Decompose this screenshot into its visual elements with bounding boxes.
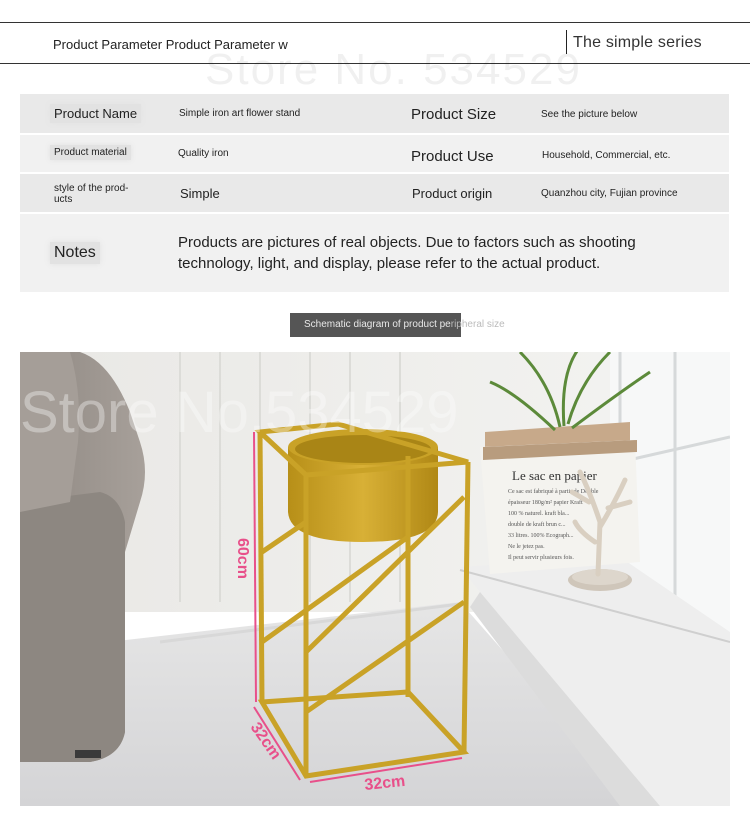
parameter-table	[20, 94, 729, 292]
bag-line: Ce sac est fabriqué à partir de Double	[508, 489, 599, 495]
label-product-material: Product material	[50, 145, 131, 160]
bag-title: Le sac en papier	[512, 468, 597, 483]
bag-line: 100 % naturel. kraft bla...	[508, 511, 570, 517]
label-notes: Notes	[50, 242, 100, 264]
bag-line: Ne le jetez pas.	[508, 544, 545, 550]
bag-line: Il peut servir plusieurs fois.	[508, 555, 574, 561]
product-photo	[20, 352, 730, 806]
value-notes-line1: Products are pictures of real objects. Due to factors such as shooting	[178, 234, 636, 251]
value-product-name: Simple iron art flower stand	[179, 108, 301, 119]
label-product-name: Product Name	[50, 104, 141, 123]
bag-line: épaisseur 180g/m² papier Kraft	[508, 500, 583, 506]
value-product-use-1: Household,	[542, 150, 593, 161]
label-product-style-line2: ucts	[54, 194, 73, 205]
photo-watermark: Store No.534529	[20, 380, 459, 445]
dimension-depth: 32cm	[246, 719, 285, 763]
schematic-diagram-label	[290, 313, 505, 337]
schematic-label-main: Schematic diagram of product pe	[304, 319, 451, 330]
value-product-use	[542, 150, 670, 161]
bag-line: double de kraft brun c...	[508, 522, 566, 528]
header-left-title: Product Parameter Product Parameter w	[53, 37, 288, 52]
param-row-material-use	[20, 135, 729, 172]
label-product-size: Product Size	[411, 106, 497, 123]
label-product-style-line1: style of the prod-	[54, 183, 129, 194]
value-notes-line2: technology, light, and display, please refer to the actual product.	[178, 255, 601, 272]
value-product-size: See the picture below	[541, 109, 638, 120]
dimension-height: 60cm	[234, 538, 251, 579]
label-product-use: Product Use	[411, 148, 494, 165]
param-row-notes	[20, 214, 729, 292]
label-product-style	[54, 183, 128, 205]
store-watermark: Store No. 534529	[205, 45, 582, 94]
param-row-style-origin	[20, 174, 729, 212]
product-photo-scene	[20, 352, 730, 806]
header-series-title: The simple series	[573, 34, 702, 51]
label-product-origin: Product origin	[412, 186, 493, 201]
bag-line: 33 litres. 100% Ecograph...	[508, 533, 574, 539]
param-row-name-size	[20, 94, 729, 133]
dimension-width: 32cm	[363, 772, 407, 794]
schematic-label-tail: ripheral size	[450, 319, 505, 330]
value-product-use-2: Commercial, etc.	[592, 150, 671, 161]
value-product-material: Quality iron	[178, 148, 229, 159]
value-product-origin: Quanzhou city, Fujian province	[541, 188, 678, 199]
value-product-style: Simple	[180, 186, 220, 201]
value-notes	[178, 232, 636, 274]
